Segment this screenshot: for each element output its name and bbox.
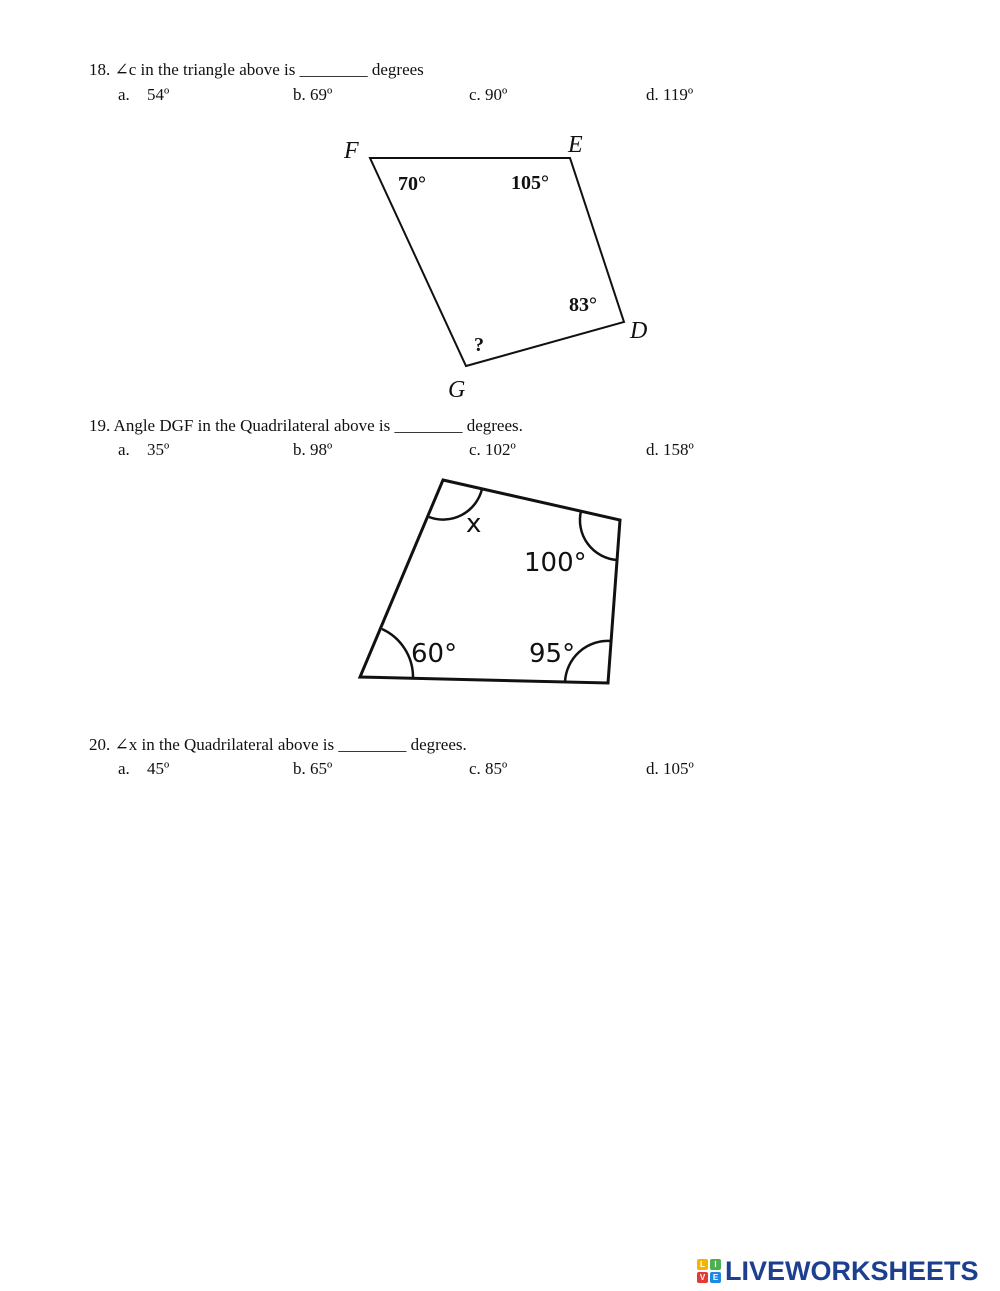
question-18-text: 18. ∠c in the triangle above is ________ degrees (89, 60, 424, 79)
angle-f-label: 70° (398, 173, 426, 195)
option-c[interactable]: c. 85º (469, 759, 508, 778)
option-c[interactable]: c. 90º (469, 85, 508, 104)
option-d[interactable]: d. 158º (646, 440, 694, 459)
angle-60-label: 60° (411, 639, 458, 669)
angle-x-label: x (466, 509, 482, 539)
quadrilateral-fedg-figure (330, 125, 670, 405)
vertex-e-label: E (568, 132, 583, 158)
liveworksheets-logo (697, 1256, 979, 1286)
angle-e-label: 105° (511, 172, 549, 194)
option-d[interactable]: d. 119º (646, 85, 694, 104)
option-b[interactable]: b. 65º (293, 759, 333, 778)
question-18-options (0, 85, 1000, 109)
option-b[interactable]: b. 98º (293, 440, 333, 459)
vertex-f-label: F (344, 138, 359, 164)
question-20-text: 20. ∠x in the Quadrilateral above is ________ degrees. (89, 735, 467, 754)
angle-d-label: 83° (569, 294, 597, 316)
vertex-g-label: G (448, 377, 466, 403)
liveworksheets-logo-icon: L I V E (697, 1259, 721, 1283)
angle-95-label: 95° (529, 639, 576, 669)
quadrilateral-x-figure (355, 474, 645, 719)
question-19-text: 19. Angle DGF in the Quadrilateral above is ________ degrees. (89, 416, 523, 435)
quadrilateral-x-shape (360, 480, 620, 683)
option-a[interactable]: a. 45º (118, 759, 170, 778)
angle-100-label: 100° (524, 548, 587, 578)
option-d[interactable]: d. 105º (646, 759, 694, 778)
angle-arc-bottom-left (382, 629, 413, 678)
vertex-d-label: D (630, 318, 648, 344)
liveworksheets-logo-text: LIVEWORKSHEETS (725, 1255, 979, 1286)
angle-g-label: ? (474, 334, 484, 356)
option-b[interactable]: b. 69º (293, 85, 333, 104)
question-20-options (0, 759, 1000, 783)
option-a[interactable]: a. 35º (118, 440, 170, 459)
question-19-options (0, 440, 1000, 464)
option-c[interactable]: c. 102º (469, 440, 516, 459)
option-a[interactable]: a. 54º (118, 85, 170, 104)
